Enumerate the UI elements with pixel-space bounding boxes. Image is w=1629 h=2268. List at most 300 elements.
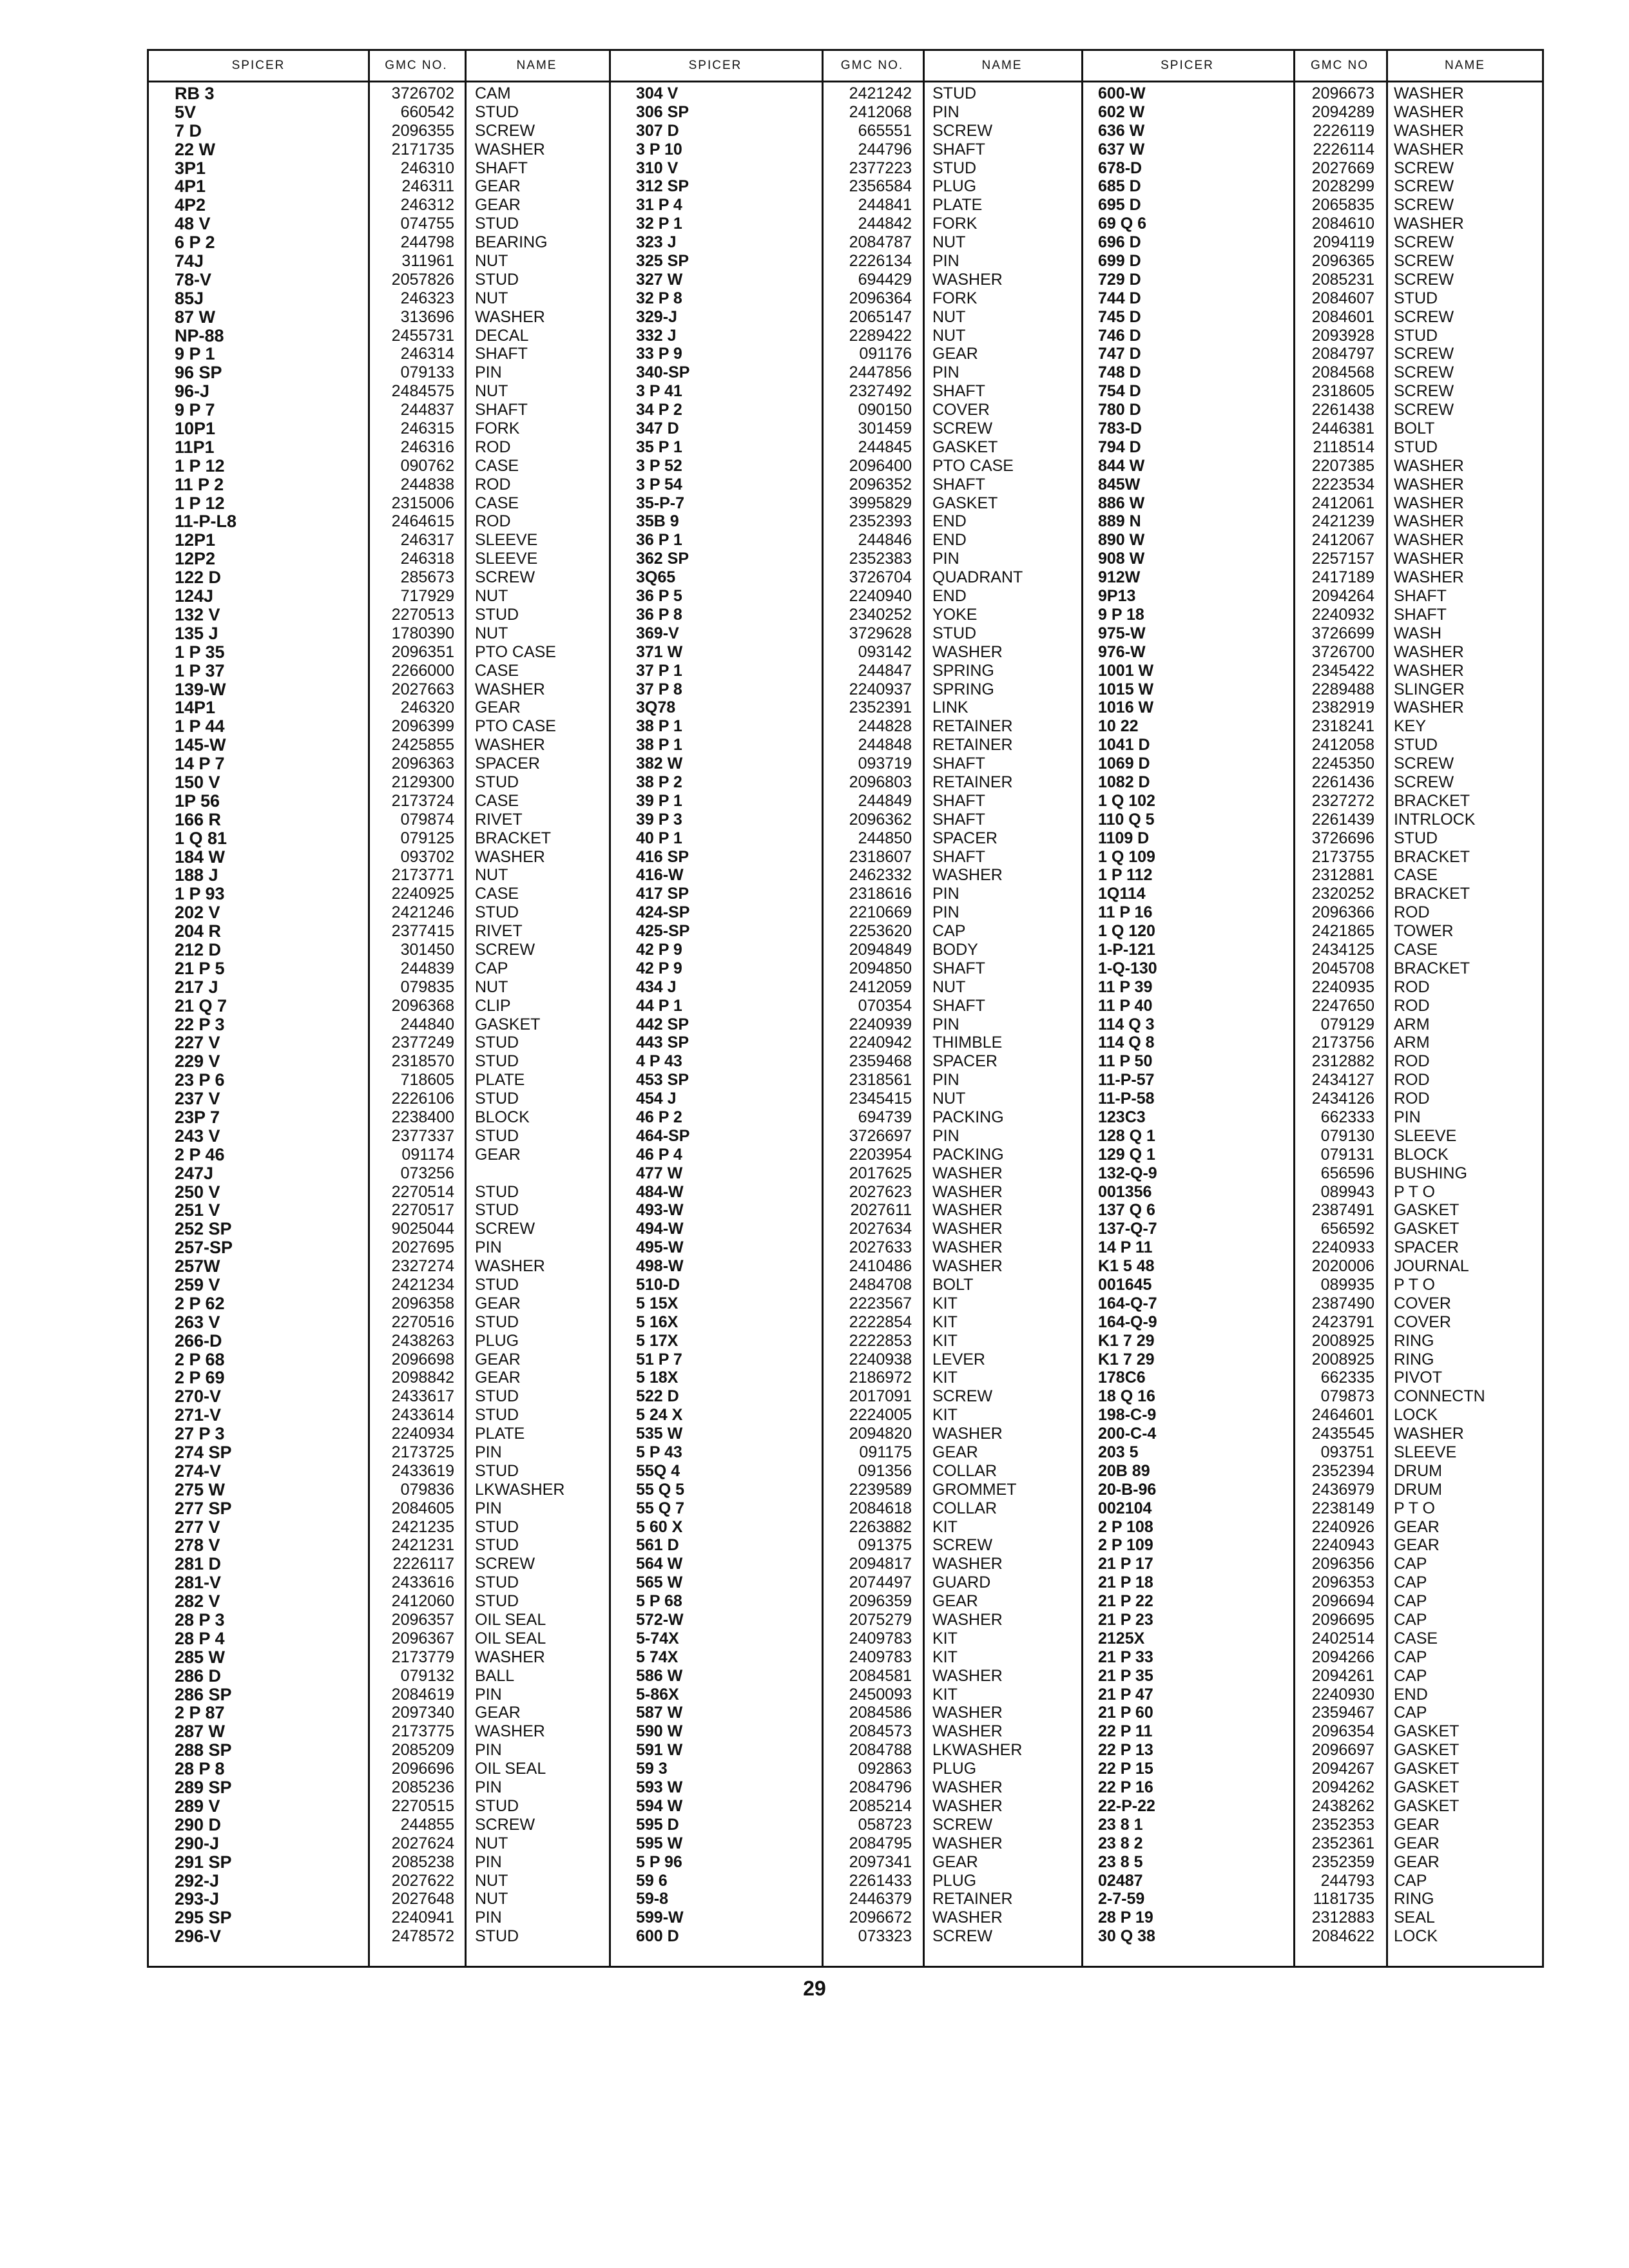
spicer-no-cell: 277 SP [175,1498,232,1518]
part-name-cell: NUT [932,977,966,996]
spicer-no-cell: 38 P 1 [636,717,682,736]
spicer-no-cell: 1041 D [1098,736,1150,754]
part-name-cell: PTO CASE [932,456,1014,475]
part-name-cell: KIT [932,1685,958,1704]
spicer-no-cell: 21 P 33 [1098,1648,1153,1666]
gmc-no-cell: 058723 [858,1815,912,1834]
gmc-no-cell: 2096353 [1311,1573,1374,1592]
spicer-no-cell: 1069 D [1098,754,1150,773]
spicer-no-cell: 44 P 1 [636,996,682,1015]
spicer-no-cell: 678-D [1098,159,1142,177]
part-name-cell: NUT [475,624,508,642]
part-name-cell: P T O [1394,1276,1435,1294]
spicer-no-cell: 976-W [1098,642,1146,661]
spicer-no-cell: 21 P 60 [1098,1704,1153,1722]
gmc-no-cell: 2245350 [1311,754,1374,773]
gmc-no-cell: 2027623 [849,1182,912,1201]
part-name-cell: PIN [932,885,959,903]
part-name-cell: SCREW [932,419,993,438]
gmc-no-cell: 244839 [400,959,454,977]
gmc-no-cell: 244798 [400,233,454,252]
gmc-no-cell: 2410486 [849,1257,912,1276]
part-name-cell: NUT [475,1890,508,1908]
spicer-no-cell: 306 SP [636,102,689,121]
part-name-cell: WASHER [475,680,545,698]
part-name-cell: NUT [932,233,966,252]
spicer-no-cell: 699 D [1098,252,1141,271]
part-name-cell: WASHER [932,1220,1003,1238]
gmc-no-cell: 2223567 [849,1294,912,1312]
gmc-no-cell: 2240938 [849,1350,912,1369]
gmc-no-cell: 2340252 [849,605,912,624]
gmc-no-cell: 091174 [401,1145,454,1164]
column-divider [609,51,611,1966]
part-name-cell: SCREW [1394,233,1454,252]
spicer-no-cell: 257W [175,1256,220,1276]
spicer-no-cell: 145-W [175,735,226,755]
part-name-cell: SCREW [1394,252,1454,271]
gmc-no-cell: 2096354 [1311,1722,1374,1741]
gmc-no-cell: 079874 [400,810,454,829]
part-name-cell: PACKING [932,1108,1004,1126]
part-name-cell: KIT [932,1331,958,1350]
part-name-cell: SCREW [932,1815,993,1834]
part-name-cell: WASHER [1394,140,1464,159]
part-name-cell: WASHER [932,1666,1003,1685]
part-name-cell: WASHER [475,847,545,866]
gmc-no-cell: 2377415 [391,922,454,941]
part-name-cell: WASHER [932,1257,1003,1276]
part-name-cell: STUD [475,270,519,289]
spicer-no-cell: 128 Q 1 [1098,1126,1155,1145]
spicer-no-cell: 780 D [1098,401,1141,419]
part-name-cell: SCREW [932,1927,993,1946]
gmc-no-cell: 2318605 [1311,382,1374,401]
part-name-cell: GEAR [475,177,521,196]
gmc-no-cell: 1780390 [391,624,454,642]
part-name-cell: CAP [1394,1704,1427,1722]
part-name-cell: SCREW [475,121,535,140]
gmc-no-cell: 079125 [400,829,454,847]
spicer-no-cell: 1 P 12 [175,493,225,513]
gmc-no-cell: 2289422 [849,326,912,345]
part-name-cell: KIT [932,1648,958,1666]
part-name-cell: WASHER [932,1834,1003,1852]
part-name-cell: STUD [475,1517,519,1536]
spicer-no-cell: 33 P 9 [636,345,682,363]
part-name-cell: STUD [1394,437,1438,456]
part-name-cell: STUD [475,1312,519,1331]
spicer-no-cell: 591 W [636,1741,683,1760]
part-name-cell: SHAFT [932,996,985,1015]
spicer-no-cell: 14 P 11 [1098,1238,1153,1257]
spicer-no-cell: 565 W [636,1573,683,1592]
gmc-no-cell: 2387491 [1311,1201,1374,1220]
gmc-no-cell: 2173775 [391,1722,454,1741]
part-name-cell: WASHER [932,1182,1003,1201]
part-name-cell: STUD [932,624,977,642]
spicer-no-cell: 424-SP [636,903,690,922]
spicer-no-cell: 12P1 [175,530,216,550]
gmc-no-cell: 2421235 [391,1517,454,1536]
part-name-cell: STUD [475,1182,519,1201]
gmc-no-cell: 246323 [400,289,454,307]
part-name-cell: NUT [475,866,508,885]
gmc-no-cell: 3726700 [1311,642,1374,661]
part-name-cell: GASKET [1394,1722,1460,1741]
part-name-cell: PIN [475,1741,502,1760]
gmc-no-cell: 2084797 [1311,345,1374,363]
part-name-cell: WASHER [932,1238,1003,1257]
spicer-no-cell: 845W [1098,475,1141,494]
spicer-no-cell: 55Q 4 [636,1461,680,1480]
spicer-no-cell: 11-P-L8 [175,512,237,532]
part-name-cell: CASE [475,456,519,475]
gmc-no-cell: 2435545 [1311,1425,1374,1443]
spicer-no-cell: 602 W [1098,102,1145,121]
spicer-no-cell: K1 7 29 [1098,1331,1155,1350]
spicer-no-cell: 129 Q 1 [1098,1145,1155,1164]
spicer-no-cell: 1015 W [1098,680,1154,698]
part-name-cell: GEAR [475,1704,521,1722]
spicer-no-cell: 5V [175,102,197,122]
spicer-no-cell: 696 D [1098,233,1141,252]
part-name-cell: WASHER [1394,494,1464,512]
gmc-no-cell: 2097341 [849,1852,912,1871]
gmc-no-cell: 2421246 [391,903,454,922]
spicer-no-cell: 282 V [175,1591,220,1611]
part-name-cell: SHAFT [475,401,528,419]
gmc-no-cell: 246320 [400,698,454,717]
part-name-cell: GEAR [475,1369,521,1387]
gmc-no-cell: 2223534 [1311,475,1374,494]
spicer-no-cell: 329-J [636,307,677,326]
spicer-no-cell: 281-V [175,1573,222,1593]
gmc-no-cell: 2464601 [1311,1406,1374,1425]
gmc-no-cell: 2084610 [1311,215,1374,233]
part-name-cell: OIL SEAL [475,1611,546,1629]
spicer-no-cell: 001356 [1098,1182,1152,1201]
gmc-no-cell: 2345415 [849,1090,912,1108]
part-name-cell: GROMMET [932,1480,1017,1499]
part-name-cell: DRUM [1394,1480,1442,1499]
spicer-no-cell: 271-V [175,1405,222,1425]
gmc-no-cell: 2226119 [1313,121,1374,140]
part-name-cell: GEAR [1394,1834,1440,1852]
spicer-no-cell: 510-D [636,1276,680,1294]
gmc-no-cell: 1181735 [1313,1890,1374,1908]
part-name-cell: BLOCK [1394,1145,1449,1164]
gmc-no-cell: 656596 [1320,1164,1374,1182]
part-name-cell: END [932,512,967,531]
spicer-no-cell: 477 W [636,1164,683,1182]
gmc-no-column-1 [368,84,454,1946]
spicer-no-cell: 5 24 X [636,1406,683,1425]
gmc-no-cell: 2027634 [849,1220,912,1238]
part-name-cell: SCREW [1394,270,1454,289]
parts-table [147,49,1544,1968]
gmc-no-cell: 2412059 [849,977,912,996]
part-name-cell: PLUG [932,1871,977,1890]
spicer-no-cell: 290-J [175,1833,220,1853]
spicer-no-cell: 695 D [1098,196,1141,215]
part-name-cell: CAP [1394,1573,1427,1592]
spicer-no-cell: 289 V [175,1796,220,1816]
part-name-cell: SHAFT [932,475,985,494]
gmc-no-cell: 091175 [859,1443,912,1462]
part-name-cell: LINK [932,698,969,717]
gmc-no-cell: 2455731 [391,326,454,345]
gmc-no-cell: 2093928 [1311,326,1374,345]
spicer-no-cell: 1082 D [1098,773,1150,791]
gmc-no-cell: 090762 [400,456,454,475]
gmc-no-cell: 079130 [1320,1126,1374,1145]
spicer-no-cell: 1 P 12 [175,456,225,476]
gmc-no-cell: 2084619 [391,1685,454,1704]
gmc-no-cell: 246310 [400,159,454,177]
part-name-cell: CONNECTN [1394,1387,1485,1406]
spicer-no-cell: 1 P 44 [175,716,225,736]
gmc-no-cell: 2327274 [391,1257,454,1276]
spicer-no-cell: 7 D [175,120,202,140]
part-name-cell: SHAFT [932,959,985,977]
gmc-no-cell: 2096357 [391,1611,454,1629]
part-name-cell: PIN [1394,1108,1421,1126]
gmc-no-cell: 2084618 [849,1499,912,1517]
spicer-no-cell: 889 N [1098,512,1141,531]
part-name-cell [475,1164,604,1183]
gmc-no-cell: 2065147 [849,307,912,326]
part-name-cell: ROD [1394,996,1430,1015]
gmc-no-cell: 2094289 [1311,102,1374,121]
spicer-no-cell: 912W [1098,568,1141,587]
gmc-no-cell: 2027663 [391,680,454,698]
gmc-no-cell: 079873 [1320,1387,1374,1406]
spicer-no-cell: 39 P 3 [636,810,682,829]
part-name-cell: FORK [475,419,520,438]
gmc-no-cell: 2266000 [391,661,454,680]
gmc-no-cell: 2412067 [1311,531,1374,550]
gmc-no-cell: 246312 [400,196,454,215]
spicer-no-cell: 292-J [175,1870,220,1890]
part-name-cell: OIL SEAL [475,1629,546,1648]
gmc-no-cell: 2084581 [849,1666,912,1685]
gmc-no-cell: 2433616 [391,1573,454,1592]
gmc-no-cell: 2261433 [849,1871,912,1890]
spicer-no-cell: 212 D [175,939,222,959]
gmc-no-cell: 2270516 [391,1312,454,1331]
spicer-no-cell: 10P1 [175,419,216,439]
gmc-no-cell: 662335 [1320,1369,1374,1387]
part-name-cell: WASHER [932,1425,1003,1443]
part-name-cell: RETAINER [932,1890,1013,1908]
part-name-cell: BODY [932,940,978,959]
spicer-no-cell: 202 V [175,903,220,923]
spicer-no-cell: 198-C-9 [1098,1406,1157,1425]
gmc-no-cell: 2261436 [1311,773,1374,791]
part-name-cell: GEAR [1394,1815,1440,1834]
part-name-cell: SLINGER [1394,680,1465,698]
gmc-no-cell: 244845 [858,437,912,456]
column-divider [1386,51,1388,1966]
gmc-no-cell: 2008925 [1311,1331,1374,1350]
gmc-no-cell: 244846 [858,531,912,550]
part-name-cell: GEAR [475,1294,521,1312]
part-name-cell: GEAR [932,345,978,363]
spicer-no-cell: 310 V [636,159,679,177]
spicer-no-cell: 5 P 68 [636,1592,682,1611]
spicer-no-cell: 123C3 [1098,1108,1146,1126]
part-name-cell: WASHER [1394,456,1464,475]
part-name-cell: SCREW [1394,345,1454,363]
part-name-cell: STUD [475,1033,519,1052]
spicer-no-cell: 494-W [636,1220,684,1238]
spicer-no-cell: 257-SP [175,1238,233,1258]
gmc-no-cell: 2017091 [849,1387,912,1406]
gmc-no-cell: 656592 [1320,1220,1374,1238]
part-name-cell: CASE [475,661,519,680]
gmc-no-cell: 244793 [1320,1871,1374,1890]
gmc-no-cell: 089943 [1320,1182,1374,1201]
name-column-1 [475,84,604,1946]
spicer-no-cell: 340-SP [636,363,690,382]
part-name-cell: NUT [475,382,508,401]
gmc-no-cell: 2240941 [391,1908,454,1927]
gmc-no-cell: 2027669 [1311,159,1374,177]
spicer-no-cell: 96 SP [175,363,222,383]
gmc-no-cell: 2484708 [849,1276,912,1294]
part-name-cell: LOCK [1394,1406,1438,1425]
spicer-no-cell: 286 D [175,1666,222,1686]
spicer-no-cell: 274 SP [175,1443,232,1463]
spicer-no-cell: 11 P 39 [1098,977,1153,996]
gmc-no-cell: 2096359 [849,1592,912,1611]
gmc-no-cell: 093719 [858,754,912,773]
gmc-no-cell: 2352383 [849,550,912,568]
spicer-no-cell: 5 18X [636,1369,679,1387]
spicer-no-cell: 281 D [175,1554,222,1574]
part-name-cell: STUD [932,159,977,177]
spicer-no-cell: 001645 [1098,1276,1152,1294]
part-name-cell: COLLAR [932,1499,998,1517]
gmc-no-cell: 2312883 [1311,1908,1374,1927]
spicer-no-cell: 323 J [636,233,677,252]
gmc-no-column-3 [1293,84,1374,1946]
gmc-no-cell: 2352359 [1311,1852,1374,1871]
gmc-no-cell: 246314 [400,345,454,363]
gmc-no-cell: 2096368 [391,996,454,1015]
part-name-cell: BRACKET [1394,847,1470,866]
part-name-cell: SCREW [932,121,993,140]
gmc-no-cell: 091176 [859,345,912,363]
gmc-no-cell: 2222853 [849,1331,912,1350]
part-name-cell: WASHER [932,866,1003,885]
spicer-no-cell: 2-7-59 [1098,1890,1145,1908]
part-name-cell: COVER [932,401,990,419]
spicer-no-cell: 3 P 41 [636,382,682,401]
gmc-no-cell: 2096672 [849,1908,912,1927]
part-name-cell: DRUM [1394,1461,1442,1480]
spicer-no-cell: 59 3 [636,1760,668,1778]
spicer-no-cell: 20B 89 [1098,1461,1150,1480]
part-name-cell: END [932,587,967,606]
part-name-cell: SPACER [1394,1238,1459,1257]
spicer-no-cell: 59 6 [636,1871,668,1890]
gmc-no-cell: 244855 [400,1815,454,1834]
spicer-no-cell: 55 Q 7 [636,1499,685,1517]
part-name-cell: ROD [1394,1052,1430,1071]
gmc-no-cell: 313696 [400,307,454,326]
spicer-no-cell: 416-W [636,866,684,885]
spicer-no-cell: 278 V [175,1535,220,1555]
gmc-no-cell: 2186972 [849,1369,912,1387]
spicer-no-cell: 11-P-58 [1098,1090,1155,1108]
part-name-cell: LOCK [1394,1927,1438,1946]
gmc-no-cell: 2096400 [849,456,912,475]
gmc-no-cell: 2434125 [1311,940,1374,959]
gmc-no-cell: 2096399 [391,717,454,736]
column-divider [923,51,925,1966]
spicer-no-cell: 1 Q 120 [1098,922,1155,941]
name-column-2 [932,84,1077,1946]
part-name-cell: STUD [475,1461,519,1480]
header-gmc-no-1: GMC NO. [385,59,448,72]
gmc-no-cell: 093142 [858,642,912,661]
spicer-no-cell: 416 SP [636,847,689,866]
spicer-no-cell: 745 D [1098,307,1141,326]
part-name-cell: SCREW [1394,773,1454,791]
spicer-no-cell: 535 W [636,1425,683,1443]
spicer-no-cell: 747 D [1098,345,1141,363]
gmc-no-cell: 2417189 [1311,568,1374,587]
part-name-cell: PIN [475,1685,502,1704]
spicer-no-cell: 22 P 11 [1098,1722,1153,1741]
spicer-no-cell: 3 P 54 [636,475,682,494]
part-name-cell: END [1394,1685,1428,1704]
gmc-no-cell: 2027648 [391,1890,454,1908]
spicer-no-cell: 23 8 5 [1098,1852,1143,1871]
gmc-no-cell: 2173771 [391,866,454,885]
spicer-no-cell: 22 P 15 [1098,1760,1153,1778]
part-name-cell: WASHER [1394,102,1464,121]
gmc-no-cell: 2203954 [849,1145,912,1164]
part-name-cell: WASHER [1394,1425,1464,1443]
gmc-no-cell: 2359467 [1311,1704,1374,1722]
gmc-no-cell: 2226106 [391,1090,454,1108]
part-name-cell: SHAFT [1394,605,1447,624]
part-name-cell: WASHER [1394,512,1464,531]
gmc-no-cell: 2096367 [391,1629,454,1648]
gmc-no-cell: 246318 [400,550,454,568]
part-name-cell: WASHER [932,1164,1003,1182]
spicer-no-cell: 3 P 52 [636,456,682,475]
gmc-no-cell: 2270517 [391,1201,454,1220]
spicer-no-cell: 263 V [175,1312,220,1332]
gmc-no-cell: 2409783 [849,1648,912,1666]
part-name-cell: PIVOT [1394,1369,1443,1387]
gmc-no-cell: 2359468 [849,1052,912,1071]
gmc-no-cell: 301459 [858,419,912,438]
part-name-cell: SCREW [1394,307,1454,326]
part-name-cell: PIN [932,363,959,382]
gmc-no-cell: 2253620 [849,922,912,941]
header-spicer-3: SPICER [1161,59,1214,72]
spicer-no-cell: 34 P 2 [636,401,682,419]
gmc-no-cell: 246311 [401,177,454,196]
part-name-cell: STUD [475,1536,519,1555]
spicer-no-cell: 32 P 8 [636,289,682,307]
gmc-no-cell: 2017625 [849,1164,912,1182]
